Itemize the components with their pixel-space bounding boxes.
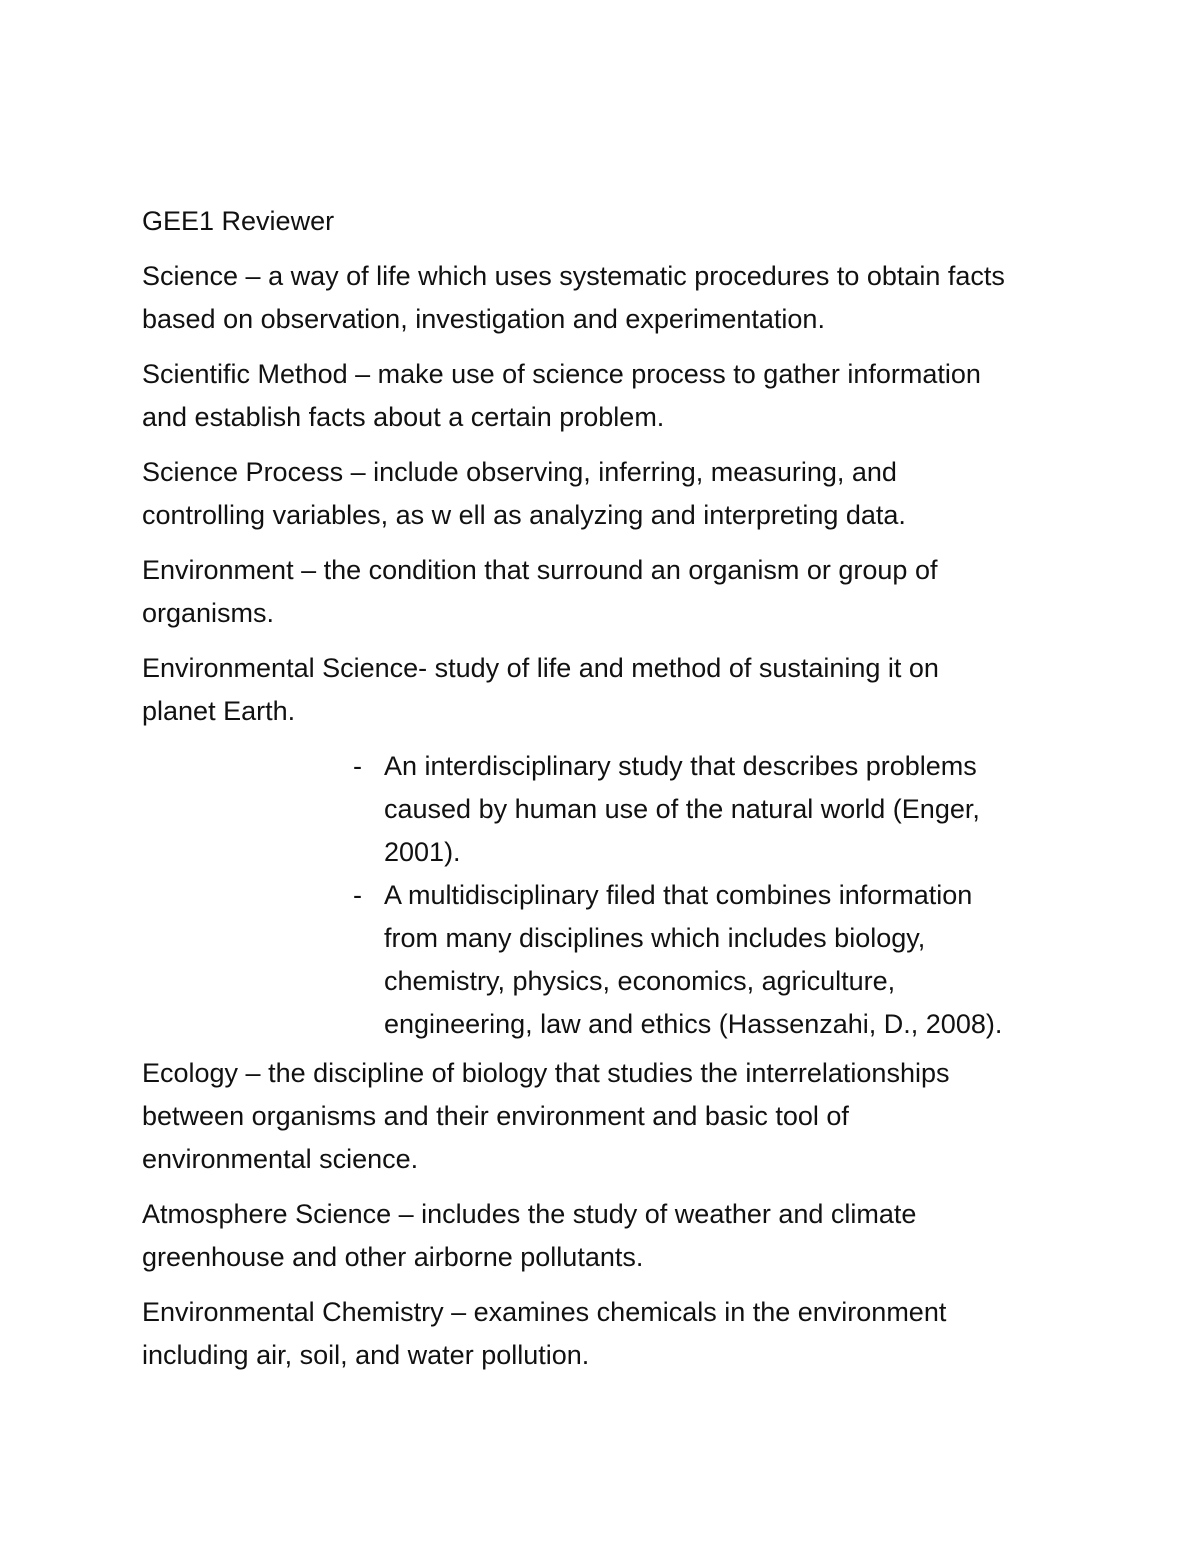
definition-scientific-method — [142, 353, 1072, 439]
text-line: Environmental Science- study of life and method of sustaining it on — [142, 653, 939, 683]
definition-science — [142, 255, 1072, 341]
text-line: controlling variables, as w ell as analyzing and interpreting data. — [142, 500, 906, 530]
text-line: caused by human use of the natural world (Enger, — [384, 794, 980, 824]
text-line: and establish facts about a certain problem. — [142, 402, 665, 432]
text-line: environmental science. — [142, 1144, 419, 1174]
text-line: from many disciplines which includes biology, — [384, 923, 926, 953]
text-line: Scientific Method – make use of science process to gather information — [142, 359, 981, 389]
text-line: including air, soil, and water pollution. — [142, 1340, 590, 1370]
text-line: Environmental Chemistry – examines chemicals in the environment — [142, 1297, 947, 1327]
text-line: Science Process – include observing, inferring, measuring, and — [142, 457, 897, 487]
text-line: 2001). — [384, 837, 461, 867]
definition-ecology — [142, 1052, 1072, 1181]
environmental-science-bullet-list — [142, 745, 1072, 1046]
text-line: Science – a way of life which uses systematic procedures to obtain facts — [142, 261, 1005, 291]
text-line: Atmosphere Science – includes the study of weather and climate — [142, 1199, 917, 1229]
text-line: A multidisciplinary filed that combines information — [384, 880, 973, 910]
document-body — [142, 200, 1072, 1389]
bullet-item — [142, 874, 1072, 1046]
text-line: planet Earth. — [142, 696, 296, 726]
definition-environmental-chemistry — [142, 1291, 1072, 1377]
text-line: chemistry, physics, economics, agriculture, — [384, 966, 896, 996]
text-line: Ecology – the discipline of biology that studies the interrelationships — [142, 1058, 950, 1088]
definition-environment — [142, 549, 1072, 635]
bullet-marker: - — [353, 751, 362, 781]
document-title: GEE1 Reviewer — [142, 206, 335, 236]
definition-science-process — [142, 451, 1072, 537]
bullet-item — [142, 745, 1072, 874]
text-line: engineering, law and ethics (Hassenzahi, D., 2008). — [384, 1009, 1003, 1039]
text-line: An interdisciplinary study that describes problems — [384, 751, 977, 781]
definition-environmental-science — [142, 647, 1072, 733]
text-line: based on observation, investigation and experimentation. — [142, 304, 825, 334]
definition-atmosphere-science — [142, 1193, 1072, 1279]
text-line: greenhouse and other airborne pollutants. — [142, 1242, 644, 1272]
text-line: Environment – the condition that surround an organism or group of — [142, 555, 938, 585]
text-line: between organisms and their environment and basic tool of — [142, 1101, 849, 1131]
bullet-marker: - — [353, 880, 362, 910]
text-line: organisms. — [142, 598, 275, 628]
